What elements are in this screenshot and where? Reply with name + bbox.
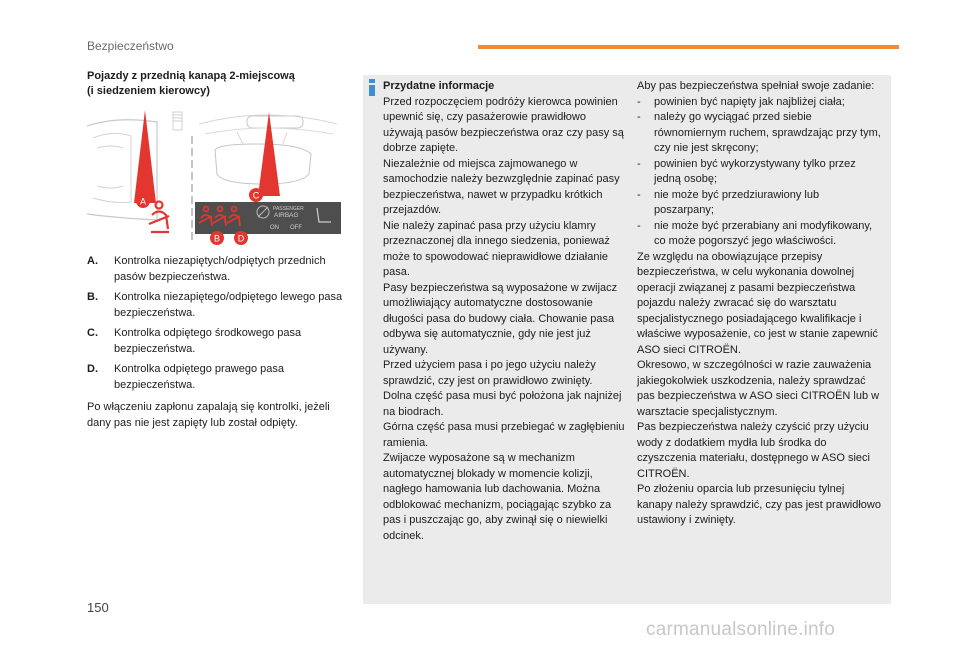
heading-line-2: (i siedzeniem kierowcy) (87, 85, 210, 97)
legend-item (87, 254, 349, 285)
callout-d (234, 231, 248, 245)
list-text: powinien być wykorzystywany tylko przez jedną osobę; (654, 157, 856, 185)
list-item (637, 110, 882, 157)
info-paragraph: Niezależnie od miejsca zajmowanego w samochodzie należy bezwzględnie zapinać pasy bezpieczeństwa, nawet w przypadku krótkich przejazdów. (383, 157, 620, 216)
panel-on-text: ON (270, 225, 279, 231)
legend-key: C. (87, 327, 98, 339)
legend-text: Kontrolka odpiętego środkowego pasa bezpieczeństwa. (114, 327, 302, 355)
legend-text: Kontrolka odpiętego prawego pasa bezpieczeństwa. (114, 363, 285, 391)
info-paragraph: Przed użyciem pasa i po jego użyciu należy sprawdzić, czy jest on prawidłowo zwinięty. (383, 359, 596, 387)
svg-text:C: C (252, 190, 260, 201)
watermark: carmanualsonline.info (646, 619, 836, 640)
legend-item (87, 326, 349, 357)
list-text: nie może być przerabiany ani modyfikowany, co może pogorszyć jego właściwości. (654, 219, 873, 247)
info-column-1 (383, 79, 628, 544)
panel-off-text: OFF (290, 225, 302, 231)
info-paragraph: Pasy bezpieczeństwa są wyposażone w zwijacz umożliwiający automatyczne dostosowanie długości pasa do budowy ciała. Chowanie pasa odbywa się automatycznie, gdy nie jest już używany. (383, 281, 618, 356)
legend-key: A. (87, 255, 98, 267)
info-paragraph: Przed rozpoczęciem podróży kierowca powinien upewnić się, czy pasażerowie prawidłowo używają pasów bezpieczeństwa oraz czy pasy są dobrze zapięte. (383, 95, 624, 154)
legend-key: D. (87, 363, 98, 375)
list-item (637, 157, 882, 188)
legend-text: Kontrolka niezapiętych/odpiętych przednich pasów bezpieczeństwa. (114, 255, 326, 283)
list-item (637, 95, 882, 111)
info-paragraph: Okresowo, w szczególności w razie zauważenia jakiegokolwiek uszkodzenia, należy sprawdzać pas bezpieczeństwa w ASO sieci CITROËN lub w warsztacie specjalistycznym. (637, 359, 880, 418)
heading-line-1: Pojazdy z przednią kanapą 2-miejscową (87, 70, 295, 82)
info-icon (369, 79, 375, 96)
list-text: powinien być napięty jak najbliżej ciała; (654, 95, 845, 108)
info-intro: Aby pas bezpieczeństwa spełniał swoje zadanie: (637, 80, 875, 92)
callout-a (136, 194, 150, 208)
section-heading (87, 69, 347, 99)
list-item (637, 219, 882, 250)
list-item (637, 188, 882, 219)
list-dash: - (637, 157, 641, 170)
callout-b (210, 231, 224, 245)
info-paragraph: Górna część pasa musi przebiegać w zagłębieniu ramienia. (383, 421, 625, 449)
list-text: nie może być przedziurawiony lub poszarpany; (654, 188, 820, 216)
list-text: należy go wyciągać przed siebie równomiernym ruchem, sprawdzając przy tym, czy nie jest skręcony; (654, 111, 881, 154)
svg-text:B: B (213, 233, 221, 244)
section-title: Bezpieczeństwo (87, 39, 174, 53)
info-title: Przydatne informacje (383, 80, 495, 92)
svg-text:D: D (237, 233, 245, 244)
info-paragraph: Zwijacze wyposażone są w mechanizm automatycznej blokady w momencie kolizji, nagłego hamowania lub dachowania. Można odblokować mechanizm, pociągając szybko za pas i puszczając go, aby zwinął się o niewielki odcinek. (383, 452, 612, 542)
header-accent-bar (478, 45, 899, 49)
legend-key: B. (87, 291, 98, 303)
list-dash: - (637, 111, 641, 123)
info-paragraph: Dolna część pasa musi być położona jak najniżej na biodrach. (383, 390, 622, 418)
info-paragraph: Nie należy zapinać pasa przy użyciu klamry przeznaczonej dla innego siedzenia, ponieważ może to spowodować nieprawidłowe działanie pasa. (383, 219, 610, 278)
list-dash: - (637, 188, 641, 201)
list-dash: - (637, 219, 641, 232)
dashboard-illustration (87, 108, 343, 248)
panel-airbag-text: AIRBAG (274, 212, 299, 219)
legend-item (87, 290, 349, 321)
callout-c (249, 188, 263, 202)
info-column-2 (637, 79, 882, 529)
seatbelt-icon (149, 202, 169, 233)
panel-passenger-text: PASSENGER (273, 206, 304, 212)
legend-list (87, 254, 349, 398)
legend-text: Kontrolka niezapiętego/odpiętego lewego pasa bezpieczeństwa. (114, 291, 343, 319)
info-paragraph: Ze względu na obowiązujące przepisy bezpieczeństwa, w celu wykonania dowolnej operacji związanej z pasami bezpieczeństwa pojazdu należy zwracać się do warsztatu specjalistycznego posiadającego kwalifikacje i właściwe wyposażenie, co jest w stanie zapewnić ASO sieci CITROËN. (637, 250, 878, 356)
list-dash: - (637, 95, 641, 108)
warning-paragraph: Po włączeniu zapłonu zapalają się kontrolki, jeżeli dany pas nie jest zapięty lub został odpięty. (87, 401, 330, 429)
info-paragraph: Po złożeniu oparcia lub przesunięciu tylnej kanapy należy sprawdzić, czy pas jest prawidłowo ustawiony i zwinięty. (637, 483, 881, 526)
legend-item (87, 362, 349, 393)
svg-text:A: A (139, 196, 147, 207)
page-number: 150 (87, 600, 109, 615)
info-paragraph: Pas bezpieczeństwa należy czyścić przy użyciu wody z dodatkiem mydła lub środka do czyszczenia materiału, dostępnego w ASO sieci CITROËN. (637, 421, 870, 480)
